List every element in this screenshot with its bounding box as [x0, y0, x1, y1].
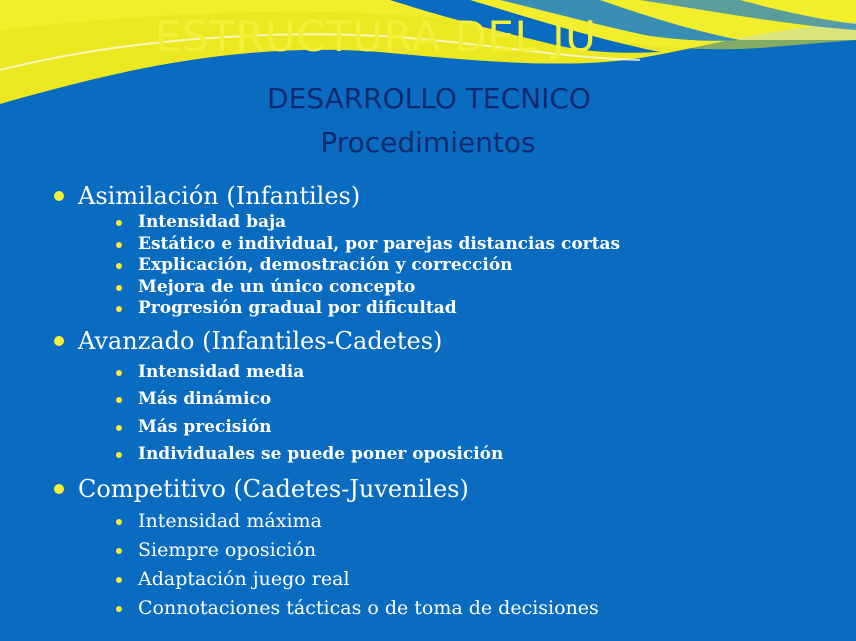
- section-heading-text: Competitivo (Cadetes-Juveniles): [78, 474, 469, 503]
- list-item-text: Explicación, demostración y corrección: [138, 255, 513, 275]
- sub-bullet-list: [52, 359, 842, 469]
- list-item: [114, 234, 842, 256]
- section-competitivo: [52, 473, 842, 623]
- list-item-text: Intensidad media: [138, 361, 305, 382]
- list-item: [114, 414, 842, 442]
- bullet-dot-icon: [54, 484, 64, 494]
- list-item-text: Progresión gradual por dificultad: [138, 298, 457, 318]
- list-item: [114, 441, 842, 469]
- bullet-dot-icon: [116, 425, 122, 431]
- section-heading: [52, 180, 842, 212]
- section-heading: [52, 325, 842, 357]
- section-asimilacion: [52, 180, 842, 320]
- list-item-text: Mejora de un único concepto: [138, 276, 416, 297]
- bullet-dot-icon: [54, 191, 64, 201]
- subtitle-line1-text: DESARROLLO TECNICO: [267, 82, 591, 115]
- bullet-dot-icon: [116, 306, 122, 312]
- section-avanzado: [52, 325, 842, 469]
- list-item-text: Más dinámico: [138, 389, 272, 409]
- list-item-text: Siempre oposición: [138, 538, 317, 561]
- bullet-dot-icon: [116, 370, 122, 376]
- list-item: [114, 507, 842, 536]
- list-item: [114, 359, 842, 387]
- bullet-dot-icon: [116, 263, 122, 269]
- list-item: [114, 536, 842, 565]
- slide-subtitle-line1: [0, 82, 856, 116]
- bullet-dot-icon: [116, 452, 122, 458]
- sub-bullet-list: [52, 507, 842, 623]
- list-item: [114, 386, 842, 414]
- sub-bullet-list: [52, 212, 842, 320]
- slide-title: ESTRUCTURA DEL JU: [155, 12, 597, 61]
- list-item: [114, 594, 842, 623]
- list-item: [114, 212, 842, 234]
- bullet-dot-icon: [116, 397, 122, 403]
- bullet-dot-icon: [116, 606, 122, 612]
- list-item: [114, 277, 842, 299]
- bullet-dot-icon: [116, 519, 122, 525]
- bullet-dot-icon: [54, 336, 64, 346]
- section-heading-text: Asimilación (Infantiles): [78, 182, 361, 210]
- list-item-text: Estático e individual, por parejas distancias cortas: [138, 233, 621, 254]
- bullet-dot-icon: [116, 577, 122, 583]
- list-item: [114, 565, 842, 594]
- list-item-text: Connotaciones tácticas o de toma de decisiones: [138, 596, 599, 619]
- list-item-text: Individuales se puede poner oposición: [138, 444, 504, 464]
- section-heading: [52, 473, 842, 505]
- section-heading-text: Avanzado (Infantiles-Cadetes): [78, 326, 443, 355]
- bullet-content: [52, 180, 842, 623]
- bullet-dot-icon: [116, 242, 122, 248]
- bullet-dot-icon: [116, 220, 122, 226]
- subtitle-line2-text: Procedimientos: [320, 126, 536, 159]
- bullet-dot-icon: [116, 548, 122, 554]
- list-item-text: Intensidad máxima: [138, 509, 322, 532]
- list-item-text: Adaptación juego real: [138, 567, 350, 590]
- list-item-text: Más precisión: [138, 416, 272, 437]
- list-item: [114, 255, 842, 277]
- list-item: [114, 298, 842, 320]
- bullet-dot-icon: [116, 285, 122, 291]
- slide-subtitle-line2: [0, 126, 856, 160]
- list-item-text: Intensidad baja: [138, 212, 287, 232]
